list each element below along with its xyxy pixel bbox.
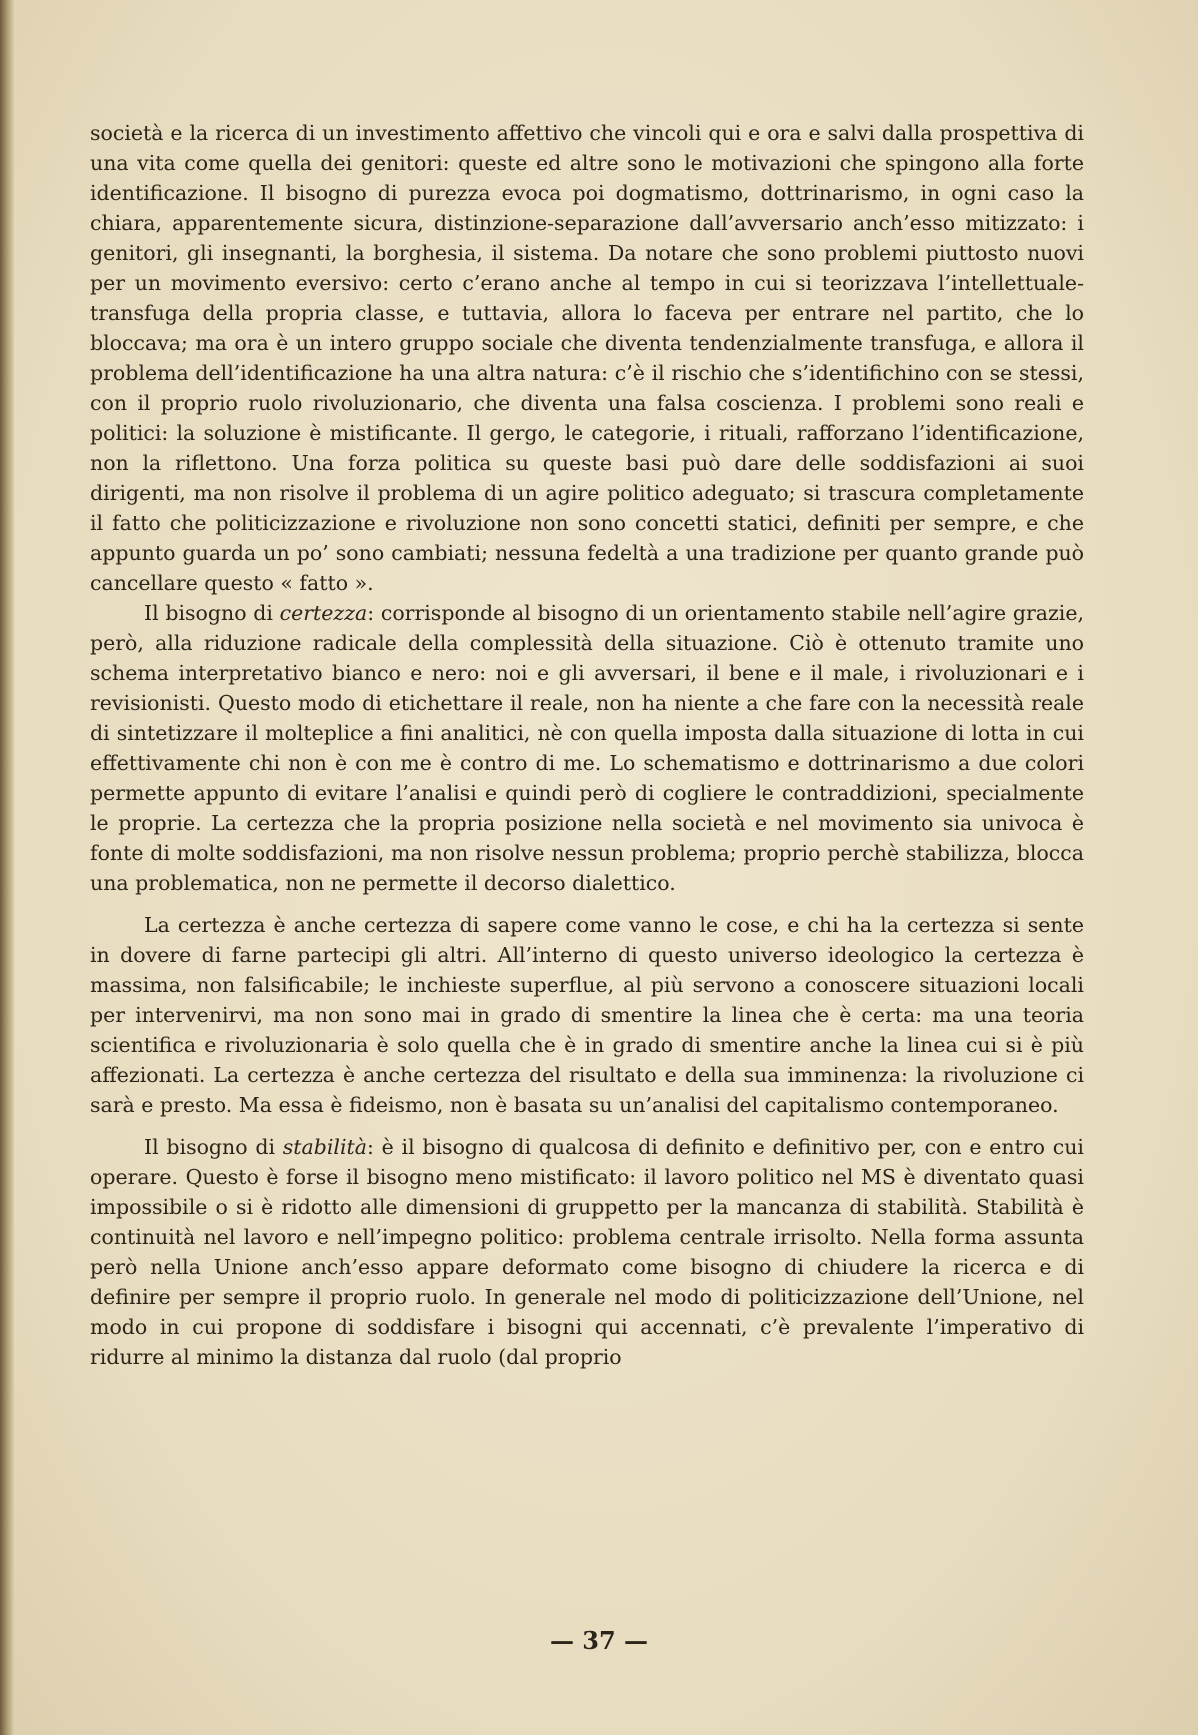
- paragraph-certainty-body: : corrisponde al bisogno di un orientamento stabile nell’agire grazie, però, alla riduzione radicale della complessità della situazione. Ciò è ottenuto tramite uno schema interpretativo bianco e nero: noi e gli avversari, il bene e il male, i rivoluzionari e i revisionisti. Questo modo di etichettare il reale, non ha niente a che fare con la necessità reale di sintetizzare il molteplice a fini analitici, nè con quella imposta dalla situazione di lotta in cui effettivamente chi non è con me è contro di me. Lo schematismo e dottrinarismo a due colori permette appunto di evitare l’analisi e quindi però di cogliere le contraddizioni, specialmente le proprie. La certezza che la propria posizione nella società e nel movimento sia univoca è fonte di molte soddisfazioni, ma non risolve nessun problema; proprio perchè stabilizza, blocca una problematica, non ne permette il decorso dialettico.: [90, 601, 1084, 895]
- paragraph-stability: [90, 1132, 1084, 1372]
- paragraph-certainty-lead: Il bisogno di: [144, 601, 280, 625]
- paragraph-identification: società e la ricerca di un investimento affettivo che vincoli qui e ora e salvi dalla prospettiva di una vita come quella dei genitori: queste ed altre sono le motivazioni che spingono alla forte identificazione. Il bisogno di purezza evoca poi dogmatismo, dottrinarismo, in ogni caso la chiara, apparentemente sicura, distinzione-separazione dall’avversario anch’esso mitizzato: i genitori, gli insegnanti, la borghesia, il sistema. Da notare che sono problemi piuttosto nuovi per un movimento eversivo: certo c’erano anche al tempo in cui si teorizzava l’intellettuale-transfuga della propria classe, e tuttavia, allora lo faceva per entrare nel partito, che lo bloccava; ma ora è un intero gruppo sociale che diventa tendenzialmente transfuga, e allora il problema dell’identificazione ha una altra natura: c’è il rischio che s’identifichino con se stessi, con il proprio ruolo rivoluzionario, che diventa una falsa coscienza. I problemi sono reali e politici: la soluzione è mistificante. Il gergo, le categorie, i rituali, rafforzano l’identificazione, non la riflettono. Una forza politica su queste basi può dare delle soddisfazioni ai suoi dirigenti, ma non risolve il problema di un agire politico adeguato; si trascura completamente il fatto che politicizzazione e rivoluzione non sono concetti statici, definiti per sempre, e che appunto guarda un po’ sono cambiati; nessuna fedeltà a una tradizione per quanto grande può cancellare questo « fatto ».: [90, 121, 1084, 595]
- paragraph-stability-lead: Il bisogno di: [144, 1135, 283, 1159]
- paragraph-stability-body: : è il bisogno di qualcosa di definito e definitivo per, con e entro cui operare. Questo è forse il bisogno meno mistificato: il lavoro politico nel MS è diventato quasi impossibile o si è ridotto alle dimensioni di gruppetto per la mancanza di stabilità. Stabilità è continuità nel lavoro e nell’impegno politico: problema centrale irrisolto. Nella forma assunta però nella Unione anch’esso appare deformato come bisogno di chiudere la ricerca e di definire per sempre il proprio ruolo. In generale nel modo di politicizzazione dell’Unione, nel modo in cui propone di soddisfare i bisogni qui accennati, c’è prevalente l’imperativo di ridurre al minimo la distanza dal ruolo (dal proprio: [90, 1135, 1084, 1369]
- page-number: — 37 —: [549, 1626, 649, 1655]
- term-certezza: certezza: [279, 601, 368, 625]
- paragraph-certainty: [90, 598, 1084, 898]
- body-text: [90, 118, 1084, 1372]
- paragraph-certainty-knowledge: La certezza è anche certezza di sapere come vanno le cose, e chi ha la certezza si sente in dovere di farne partecipi gli altri. All’interno di questo universo ideologico la certezza è massima, non falsificabile; le inchieste superflue, al più servono a conoscere situazioni locali per intervenirvi, ma non sono mai in grado di smentire la linea che è certa: ma una teoria scientifica e rivoluzionaria è solo quella che è in grado di smentire anche la linea cui si è più affezionati. La certezza è anche certezza del risultato e della sua imminenza: la rivoluzione ci sarà e presto. Ma essa è fideismo, non è basata su un’analisi del capitalismo contemporaneo.: [90, 913, 1084, 1117]
- term-stabilita: stabilità: [282, 1135, 367, 1159]
- binding-edge: [0, 0, 14, 1735]
